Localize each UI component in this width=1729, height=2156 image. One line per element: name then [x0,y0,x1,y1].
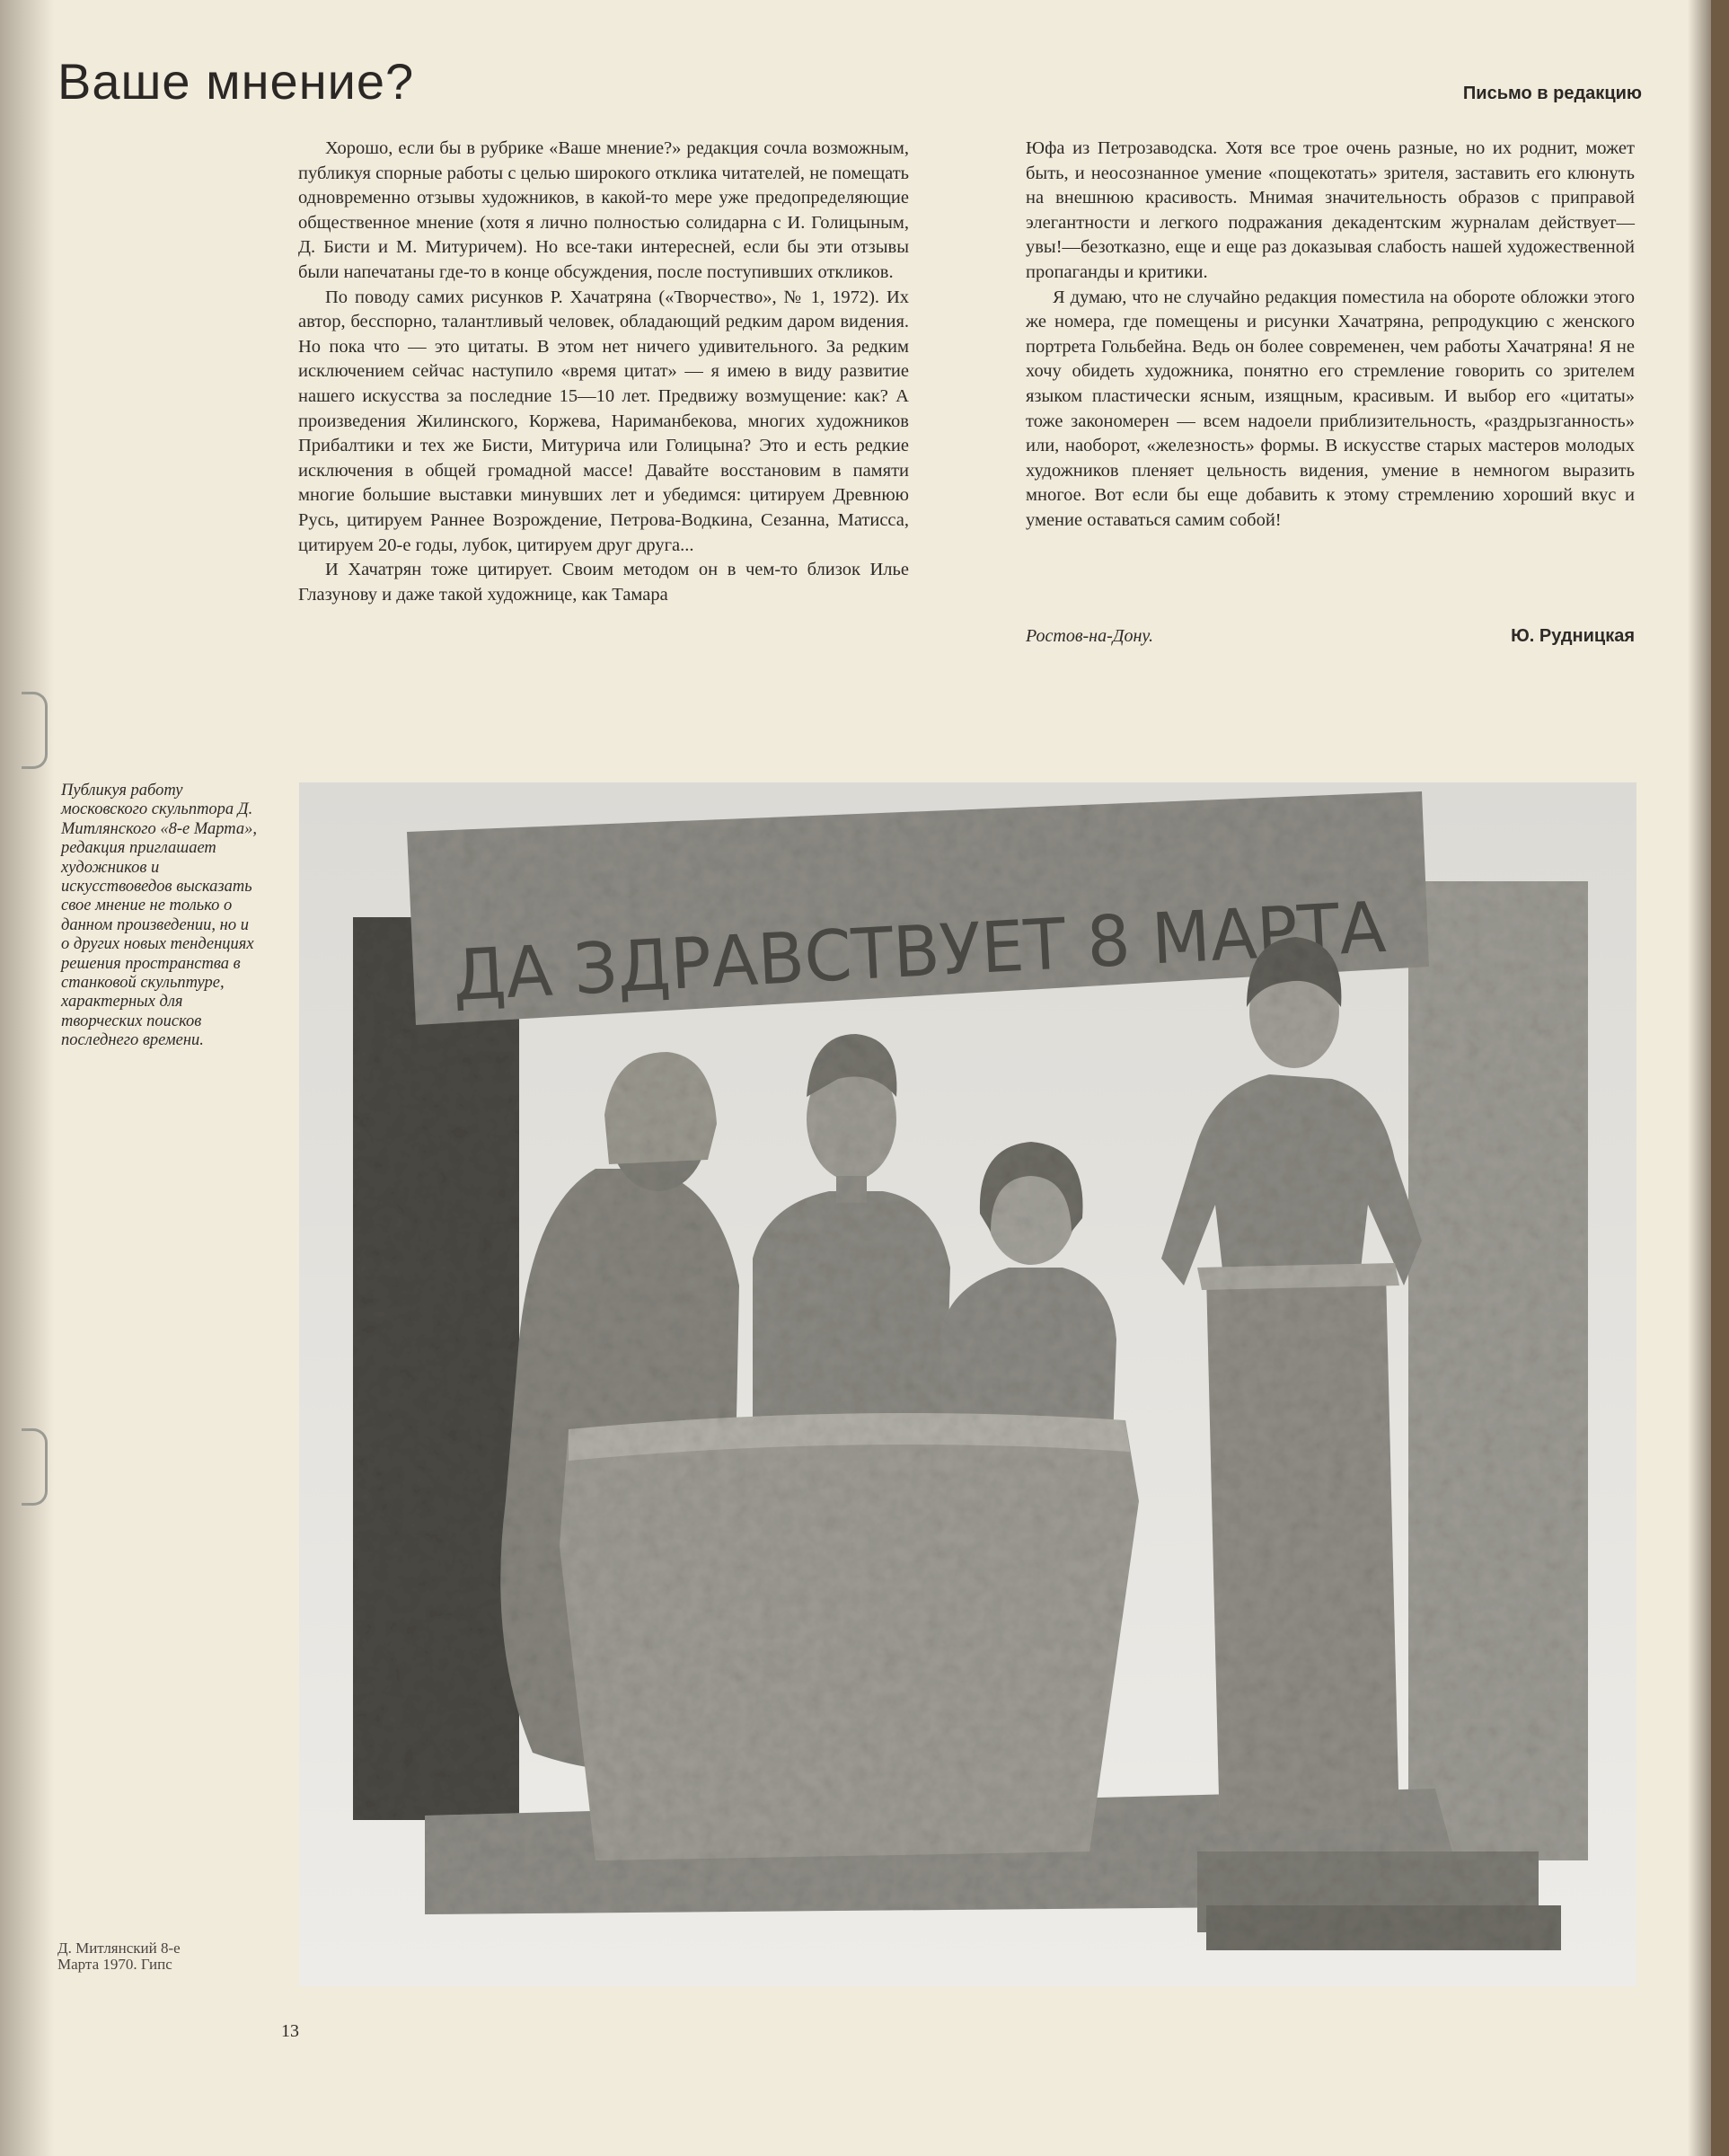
page-title: Ваше мнение? [57,53,415,110]
letter-author: Ю. Рудницкая [1511,626,1635,646]
lectern [1197,1263,1399,1833]
letter-column-left [298,137,909,607]
right-wall-panel [1408,881,1588,1860]
editorial-note: Публикуя работу московского скульптора Д. Митлянского «8-е Марта», редакция приглашает художников и искусствоведов высказать свое мнение не только о данном произведении, но и о других новых тенденциях решения пространства в станковой скульптуре, характерных для творческих поисков последнего времени. [61,782,257,1050]
sculpture-image [299,782,1636,1986]
paragraph: По поводу самих рисунков Р. Хачатряна («Творчество», № 1, 1972). Их автор, бесспорно, талантливый человек, обладающий редким даром видения. Но пока что — это цитаты. В этом нет ничего удивительного. За редким исключением сейчас наступило «время цитат» — я имею в виду развитие нашего искусства за последние 15—10 лет. Предвижу возмущение: как? А произведения Жилинского, Коржева, Нариманбекова, многих художников Прибалтики и тех же Бисти, Митурича или Голицына? Это и есть редкие исключения в общей громадной массе! Давайте восстановим в памяти многие большие выставки минувших лет и убедимся: цитируем Древнюю Русь, цитируем Раннее Возрождение, Петрова-Водкина, Сезанна, Матисса, цитируем 20-е годы, лубок, цитируем друг друга... [298,287,909,555]
binding-ring-icon [22,692,48,769]
paragraph: И Хачатрян тоже цитирует. Своим методом он в чем-то близок Илье Глазунову и даже такой художнице, как Тамара [298,560,909,605]
letter-place: Ростов-на-Дону. [1026,626,1154,646]
letter-column-right [1026,137,1635,534]
page-edge-shadow [1688,0,1711,2156]
spine-shadow [0,0,54,2156]
paragraph: Юфа из Петрозаводска. Хотя все трое очень разные, но их роднит, может быть, и неосознанное умение «пощекотать» зрителя, заставить его клюнуть на внешнюю красивость. Мнимая значительность образов с приправой элегантности и легкого подражания декадентским журналам действует—увы!—безотказно, еще и еще раз доказывая слабость нашей художественной пропаганды и критики. [1026,138,1635,282]
draped-table [560,1413,1139,1860]
left-wall-panel [353,917,519,1820]
binding-ring-icon [22,1428,48,1506]
paragraph: Я думаю, что не случайно редакция поместила на обороте обложки этого же номера, где помещены и рисунки Хачатряна, репродукцию с женского портрета Гольбейна. Ведь он более современен, чем работы Хачатряна! Я не хочу обидеть художника, понятно его стремление говорить со зрителем языком пластически ясным, изящным, красивым. И выбор его «цитаты» тоже закономерен — всем надоели приблизительность, «раздрызганность» или, наоборот, «железность» формы. В искусстве старых мастеров молодых художников пленяет цельность видения, умение в немногом выразить многое. Вот если бы еще добавить к этому стремлению хороший вкус и умение оставаться самим собой! [1026,287,1635,530]
banner-text: ДА ЗДРАВСТВУЕТ 8 МАРТА [450,886,1417,1018]
paragraph: Хорошо, если бы в рубрике «Ваше мнение?» редакция сочла возможным, публикуя спорные работы с целью широкого отклика читателей, не помещать одновременно отзывы художников, в какой-то мере уже предопределяющие общественное мнение (хотя я лично полностью солидарна с И. Голицыным, Д. Бисти и М. Митуричем). Но все-таки интересней, если бы эти отзывы были напечатаны где-то в конце обсуждения, после поступивших откликов. [298,138,909,282]
sculpture-photo [299,782,1636,1986]
section-label: Письмо в редакцию [1462,84,1642,103]
page-number: 13 [281,2021,299,2041]
photo-credit: Д. Митлянский 8-е Марта 1970. Гипс [57,1940,181,1973]
